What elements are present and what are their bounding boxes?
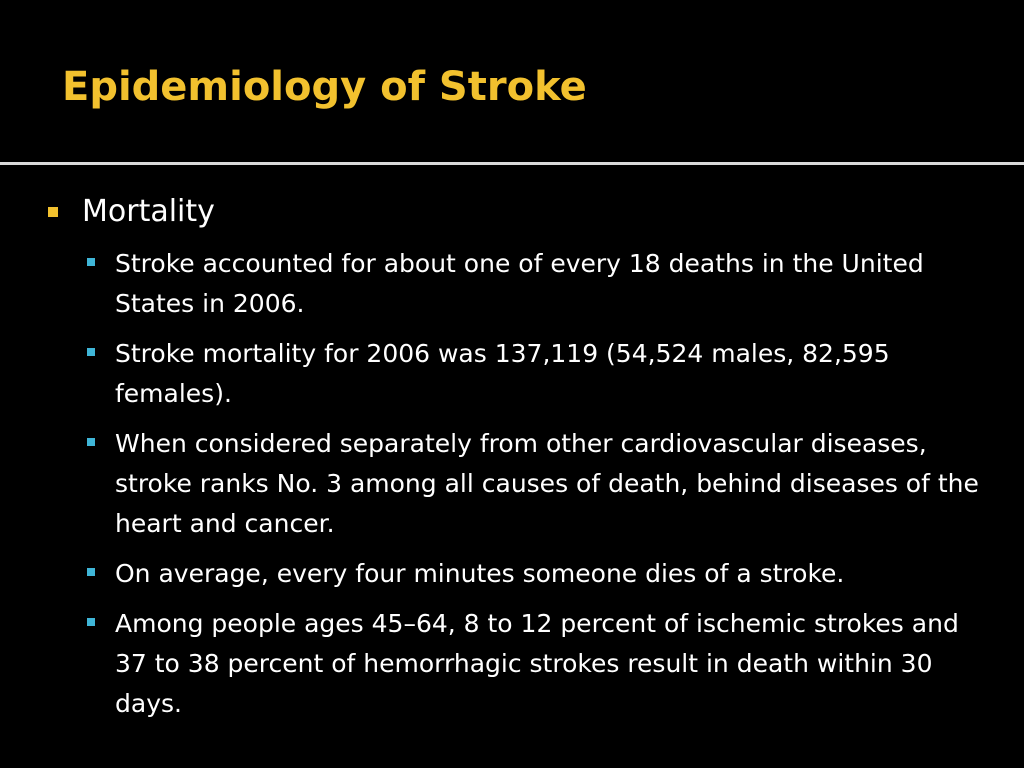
slide-title: Epidemiology of Stroke (62, 64, 587, 110)
list-item (0, 244, 1024, 324)
level2-bullet-icon (87, 438, 95, 446)
section-heading: Mortality (82, 194, 215, 229)
list-item-text: On average, every four minutes someone dies of a stroke. (115, 559, 845, 588)
list-item (0, 334, 1024, 414)
list-item (0, 424, 1024, 544)
title-divider (0, 162, 1024, 165)
list-item-text: Stroke mortality for 2006 was 137,119 (54,524 males, 82,595 females). (115, 339, 890, 408)
level2-bullet-icon (87, 258, 95, 266)
list-item-text: Among people ages 45–64, 8 to 12 percent of ischemic strokes and 37 to 38 percent of hemorrhagic strokes result in death within 30 days. (115, 609, 959, 718)
title-bar (0, 0, 1024, 160)
list-item (0, 604, 1024, 724)
slide-content (0, 180, 1024, 750)
level1-bullet-icon (48, 207, 58, 217)
list-item-text: Stroke accounted for about one of every 18 deaths in the United States in 2006. (115, 249, 924, 318)
bullet-list (0, 244, 1024, 734)
level2-bullet-icon (87, 348, 95, 356)
level2-bullet-icon (87, 618, 95, 626)
level2-bullet-icon (87, 568, 95, 576)
list-item-text: When considered separately from other cardiovascular diseases, stroke ranks No. 3 among all causes of death, behind diseases of the heart and cancer. (115, 429, 979, 538)
list-item (0, 554, 1024, 594)
